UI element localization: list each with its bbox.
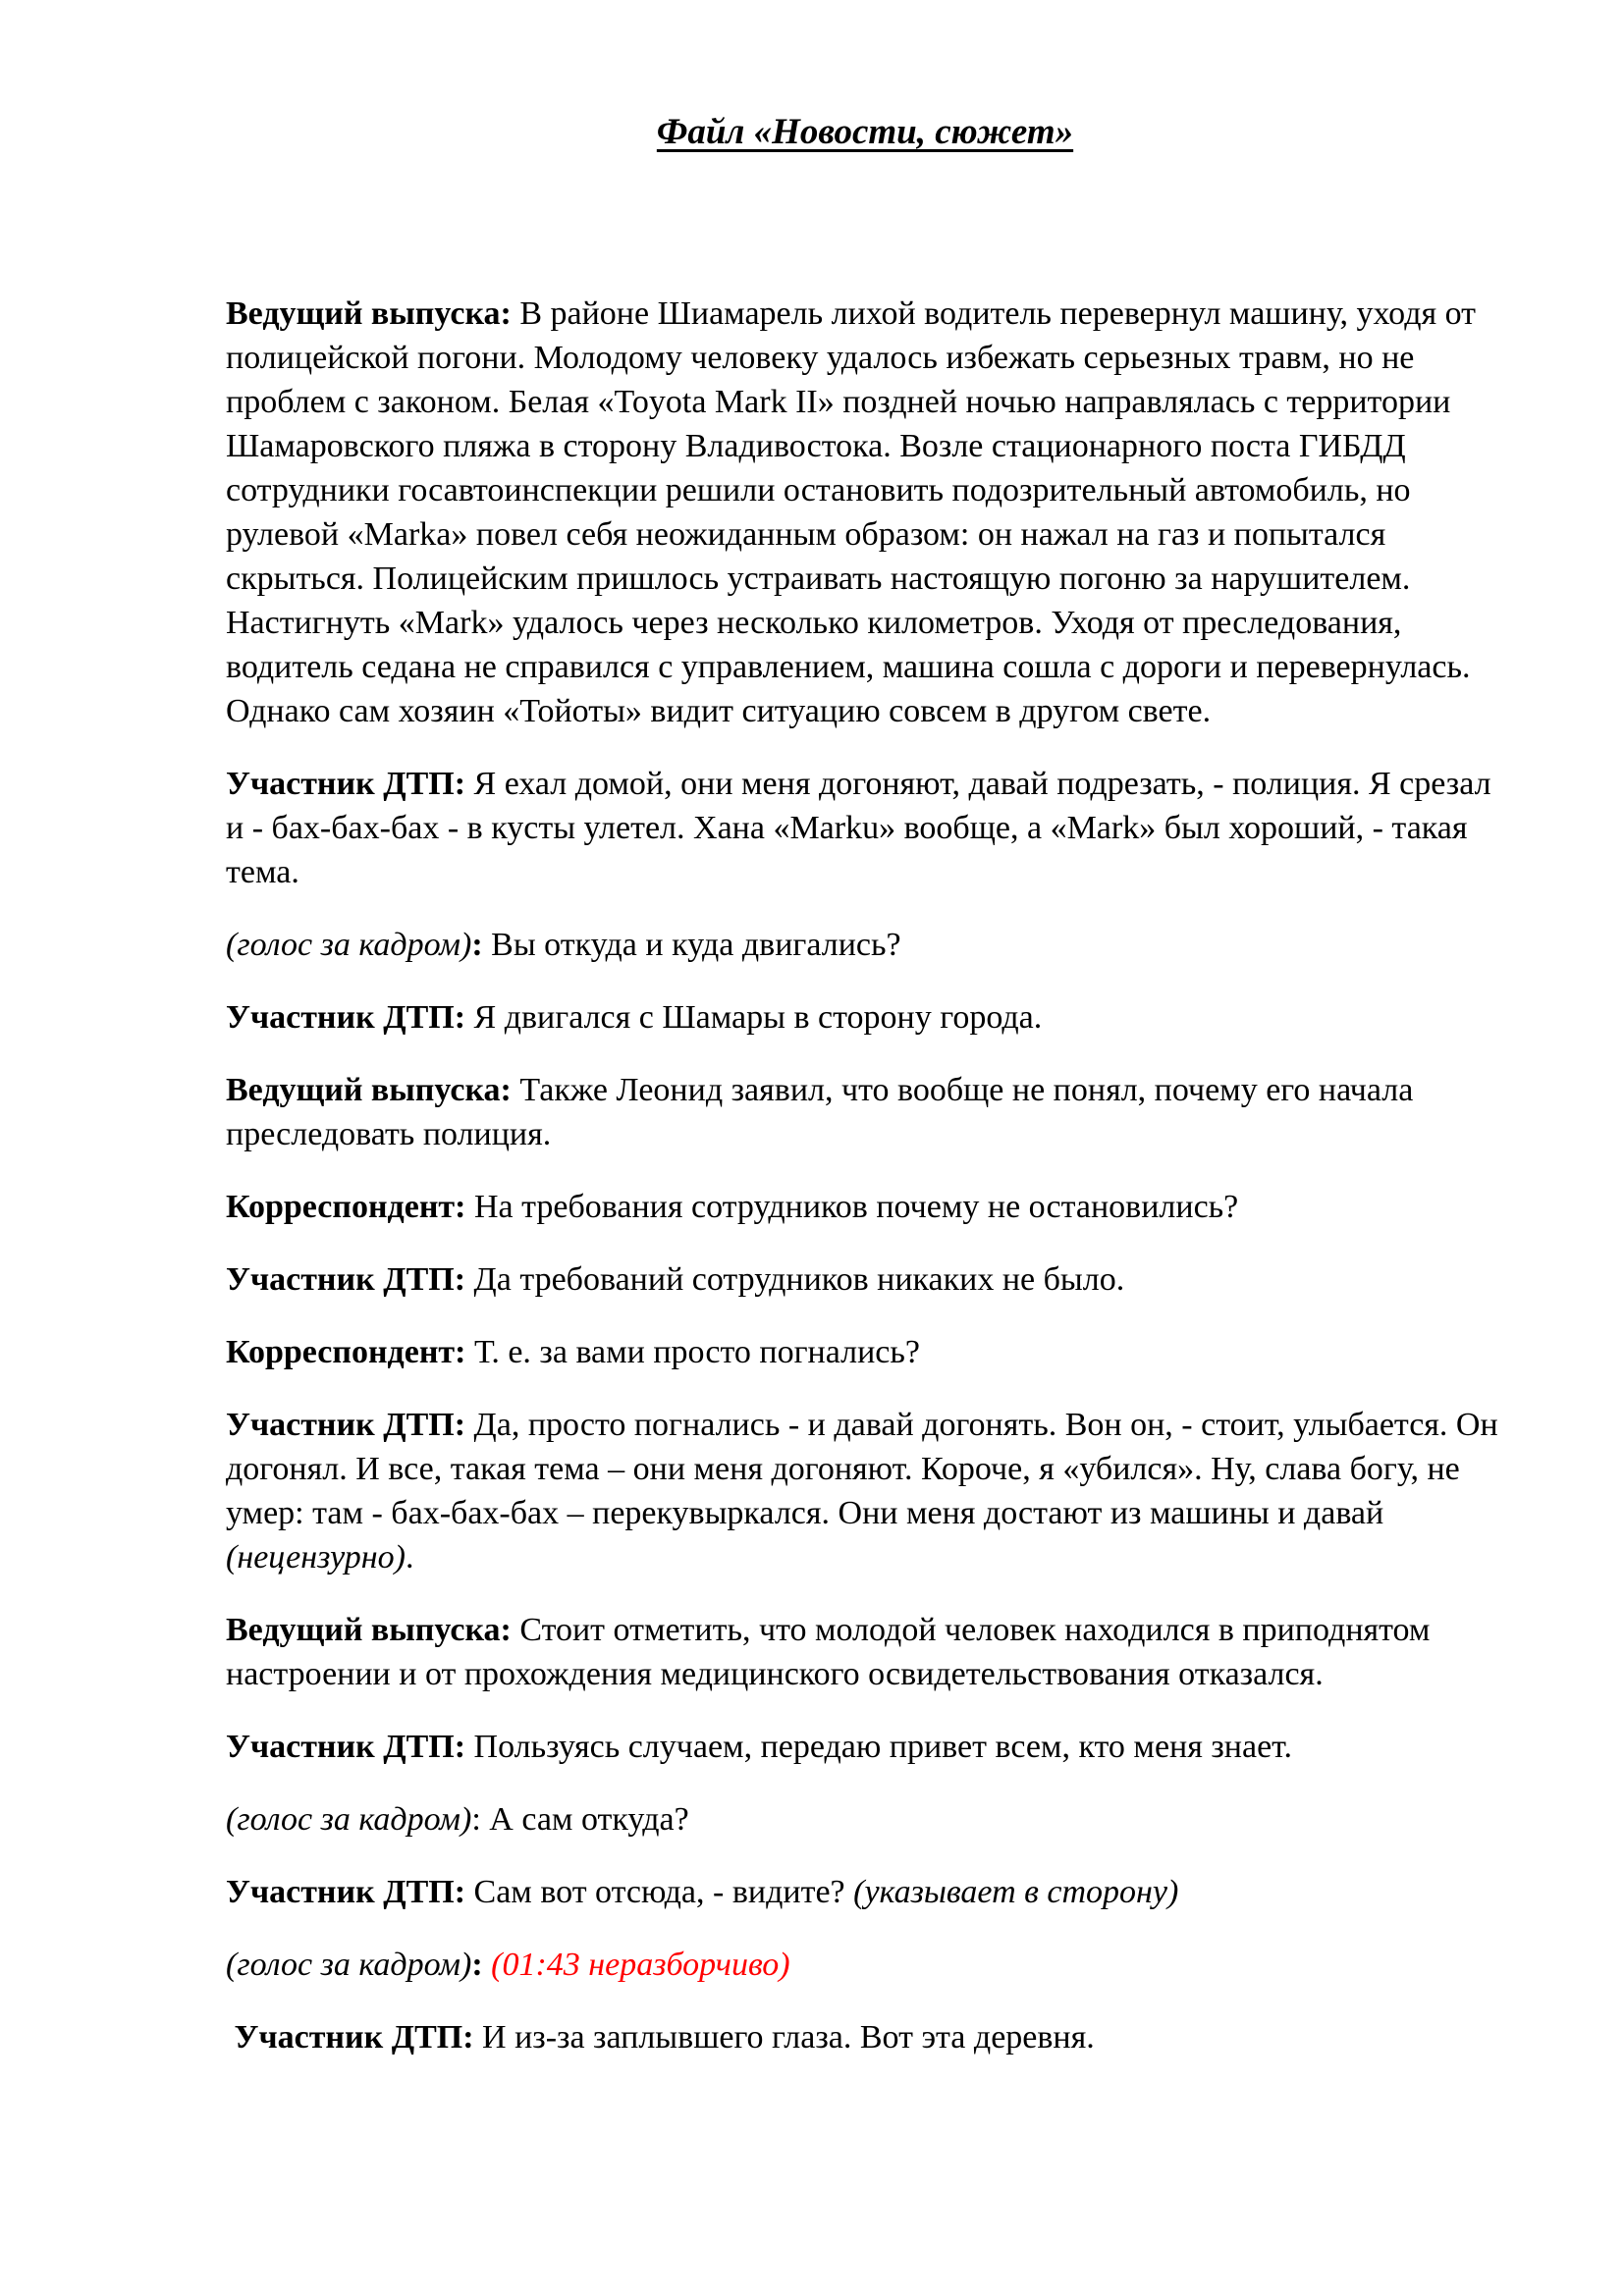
speech-text: И из-за заплывшего глаза. Вот эта деревня. — [473, 2019, 1095, 2056]
timestamp-note: (01:43 неразборчиво) — [491, 1947, 790, 1983]
colon: : — [471, 927, 483, 963]
paragraph — [226, 1185, 1504, 1229]
speech-text: . — [405, 1539, 414, 1575]
speech-text: На требования сотрудников почему не остановились? — [465, 1189, 1239, 1225]
speech-text: Вы откуда и куда двигались? — [482, 927, 901, 963]
speaker-label: Участник ДТП: — [226, 1407, 466, 1443]
speech-text: Да, просто погнались - и давай догонять. Вон он, - стоит, улыбается. Он догонял. И все, такая тема – они меня догоняют. Короче, я «убился». Ну, слава богу, не умер: там - бах-бах-бах – перекувыркался. Они меня достают из машины и давай — [226, 1407, 1507, 1531]
colon: : — [471, 1947, 483, 1983]
paragraph — [226, 1330, 1504, 1374]
speech-text: : А сам откуда? — [471, 1801, 689, 1838]
speech-text: Сам вот отсюда, - видите? — [465, 1874, 854, 1910]
paragraph — [226, 923, 1504, 967]
speech-text — [483, 1947, 492, 1983]
speech-text: В районе Шиамарель лихой водитель перевернул машину, уходя от полицейской погони. Молодому человеку удалось избежать серьезных травм, но не проблем с законом. Белая «Toyota Mark II» поздней ночью направлялась с территории Шамаровского пляжа в сторону Владивостока. Возле стационарного поста ГИБДД сотрудники госавтоинспекции решили остановить подозрительный автомобиль, но рулевой «Marka» повел себя неожиданным образом: он нажал на газ и попытался скрыться. Полицейским пришлось устраивать настоящую погоню за нарушителем. Настигнуть «Mark» удалось через несколько километров. Уходя от преследования, водитель седана не справился с управлением, машина сошла с дороги и перевернулась. Однако сам хозяин «Тойоты» видит ситуацию совсем в другом свете. — [226, 295, 1485, 729]
paragraph — [226, 292, 1504, 733]
document-title: Файл «Новости, сюжет» — [656, 112, 1074, 152]
speaker-label: Корреспондент: — [226, 1189, 466, 1225]
stage-direction: (голос за кадром) — [226, 1801, 472, 1838]
speaker-label: Ведущий выпуска: — [226, 295, 512, 332]
speaker-label: Участник ДТП: — [226, 999, 466, 1036]
speaker-label: Корреспондент: — [226, 1334, 466, 1370]
speech-text: Я ехал домой, они меня догоняют, давай подрезать, - полиция. Я срезал и - бах-бах-бах - в кусты улетел. Хана «Marku» вообще, а «Mark» был хороший, - такая тема. — [226, 766, 1500, 890]
stage-direction: (указывает в сторону) — [853, 1874, 1179, 1910]
stage-direction: (нецензурно) — [226, 1539, 406, 1575]
stage-direction: (голос за кадром) — [226, 927, 472, 963]
paragraph — [226, 1943, 1504, 1987]
speech-text: Пользуясь случаем, передаю привет всем, кто меня знает. — [465, 1729, 1292, 1765]
paragraph — [226, 1797, 1504, 1842]
speech-text: Также Леонид заявил, что вообще не понял, почему его начала преследовать полиция. — [226, 1072, 1422, 1152]
speaker-label: Участник ДТП: — [234, 2019, 474, 2056]
speech-text: Т. е. за вами просто погнались? — [465, 1334, 920, 1370]
paragraph — [226, 1608, 1504, 1696]
paragraph — [226, 1870, 1504, 1914]
speaker-label: Ведущий выпуска: — [226, 1072, 512, 1108]
speech-text — [226, 2019, 235, 2056]
speech-text: Да требований сотрудников никаких не было. — [465, 1261, 1125, 1298]
paragraph — [226, 1257, 1504, 1302]
speaker-label: Участник ДТП: — [226, 766, 466, 802]
speaker-label: Участник ДТП: — [226, 1729, 466, 1765]
speech-text: Стоит отметить, что молодой человек находился в приподнятом настроении и от прохождения медицинского освидетельствования отказался. — [226, 1612, 1438, 1692]
speaker-label: Ведущий выпуска: — [226, 1612, 512, 1648]
speech-text: Я двигался с Шамары в сторону города. — [465, 999, 1043, 1036]
paragraph — [226, 2015, 1504, 2059]
paragraph — [226, 995, 1504, 1040]
transcript — [226, 292, 1507, 2059]
paragraph — [226, 1403, 1507, 1579]
paragraph — [226, 1725, 1504, 1769]
speaker-label: Участник ДТП: — [226, 1261, 466, 1298]
paragraph — [226, 762, 1504, 894]
speaker-label: Участник ДТП: — [226, 1874, 466, 1910]
paragraph — [226, 1068, 1504, 1156]
stage-direction: (голос за кадром) — [226, 1947, 472, 1983]
